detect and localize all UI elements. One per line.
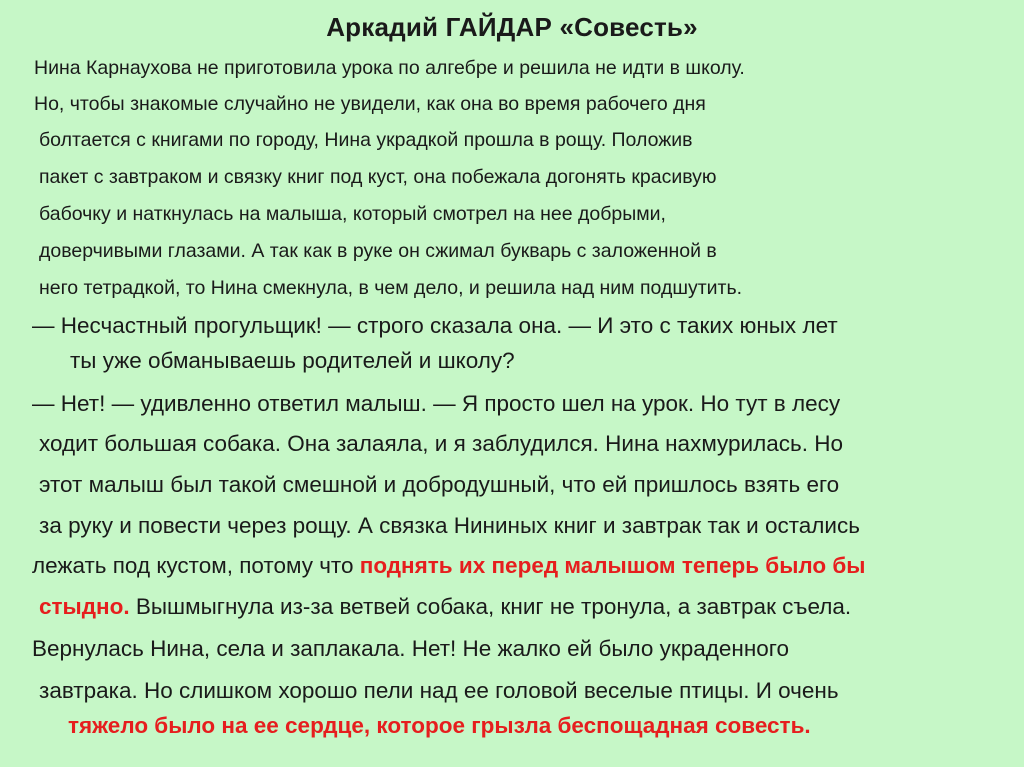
text-segment: Нина Карнаухова не приготовила урока по алгебре и решила не идти в школу. [34,57,745,79]
highlighted-text: стыдно. [39,594,130,619]
text-segment: Но, чтобы знакомые случайно не увидели, как она во время рабочего дня [34,93,706,115]
text-line [39,513,860,539]
text-segment: него тетрадкой, то Нина смекнула, в чем дело, и решила над ним подшутить. [39,277,743,299]
text-segment: ты уже обманываешь родителей и школу? [70,348,515,373]
text-segment: этот малыш был такой смешной и добродушный, что ей пришлось взять его [39,472,840,497]
text-line [39,166,717,189]
text-line [39,240,717,263]
text-line [39,431,843,457]
text-line [32,391,840,417]
highlighted-text: тяжело было на ее сердце, которое грызла беспощадная совесть. [68,713,811,738]
highlighted-text: поднять их перед малышом теперь было бы [359,553,866,578]
text-line [39,277,742,300]
text-segment: завтрака. Но слишком хорошо пели над ее головой веселые птицы. И очень [39,678,839,703]
text-line [70,348,515,374]
text-segment: болтается с книгами по городу, Нина украдкой прошла в рощу. Положив [39,129,693,151]
text-line [34,93,706,116]
text-segment: доверчивыми глазами. А так как в руке он сжимал букварь с заложенной в [39,240,717,262]
text-segment: лежать под кустом, потому что [32,553,360,578]
text-line [39,129,693,152]
text-line [34,57,745,80]
text-segment: бабочку и наткнулась на малыша, который смотрел на нее добрыми, [39,203,666,225]
text-segment: ходит большая собака. Она залаяла, и я заблудился. Нина нахмурилась. Но [39,431,844,456]
text-line [39,472,839,498]
text-line [32,553,866,579]
text-segment: пакет с завтраком и связку книг под куст, она побежала догонять красивую [39,166,717,188]
text-line [32,313,838,339]
text-segment: за руку и повести через рощу. А связка Нининых книг и завтрак так и остались [39,513,860,538]
page-title: Аркадий ГАЙДАР «Совесть» [326,12,698,42]
text-line [68,713,811,739]
text-line [39,203,666,226]
text-segment: — Несчастный прогульщик! — строго сказала она. — И это с таких юных лет [32,313,838,338]
text-line [39,594,851,620]
text-line [32,636,789,662]
text-line [39,678,839,704]
text-segment: Вернулась Нина, села и заплакала. Нет! Не жалко ей было украденного [32,636,790,661]
text-segment: — Нет! — удивленно ответил малыш. — Я просто шел на урок. Но тут в лесу [32,391,841,416]
text-segment: Вышмыгнула из-за ветвей собака, книг не тронула, а завтрак съела. [129,594,852,619]
